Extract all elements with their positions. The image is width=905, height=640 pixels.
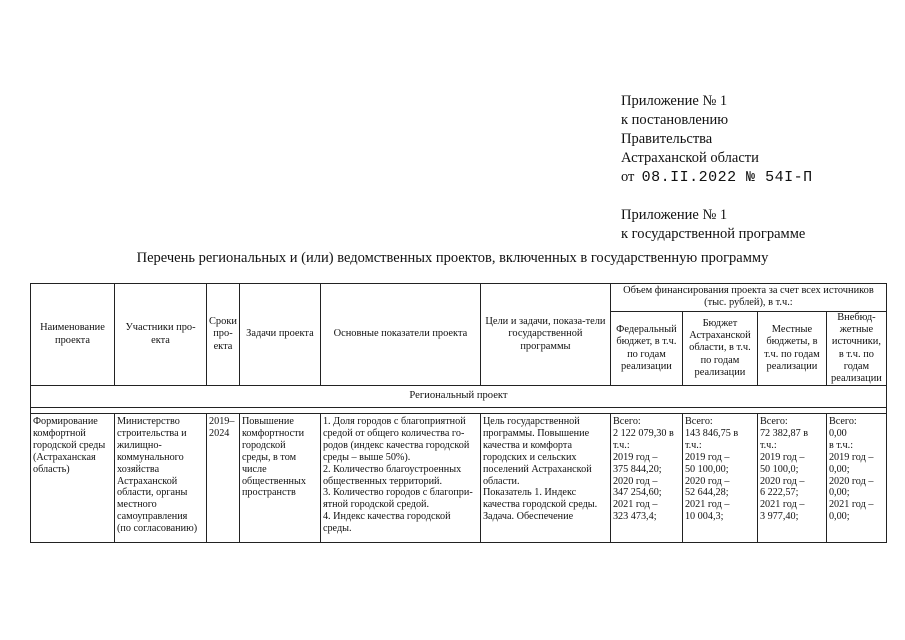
header-indicators: Основные показатели проекта: [320, 284, 480, 386]
cell-line: 2021 год –: [828, 499, 874, 511]
header-financing: Объем финансирования проекта за счет всех источников (тыс. рублей), в т.ч.:: [610, 284, 886, 312]
cell-line: поселений Астраханской: [482, 463, 592, 475]
cell-line: 1. Доля городов с благоприятной: [322, 416, 466, 427]
cell-line: 3 977,40;: [759, 511, 799, 523]
cell-line: Всего:: [759, 416, 788, 427]
cell-local: [757, 414, 826, 543]
cell-terms: [207, 414, 240, 543]
table-row: [31, 414, 887, 543]
cell-line: 0,00;: [828, 511, 850, 523]
approval-header: [621, 92, 813, 244]
cell-line: (Астраханская: [33, 451, 96, 463]
cell-line: ятной городской средой.: [322, 499, 430, 511]
cell-line: средой от общего количества го-: [322, 427, 465, 439]
cell-tasks: [239, 414, 320, 543]
cell-line: 2020 год –: [684, 475, 730, 487]
header-line: к государственной программе: [621, 226, 806, 242]
cell-line: Формирование: [33, 416, 98, 427]
header-participants: Участники про-екта: [115, 284, 207, 386]
cell-line: 10 004,3;: [684, 511, 724, 523]
order-prefix: от: [621, 169, 635, 185]
cell-line: Цель государственной: [482, 416, 580, 427]
header-regional: Бюджет Астраханской области, в т.ч. по годам реализации: [682, 312, 757, 386]
cell-line: 2019 год –: [684, 451, 730, 463]
cell-federal: [610, 414, 682, 543]
cell-line: Всего:: [828, 416, 857, 427]
cell-indicators: [320, 414, 480, 543]
order-number: 08.II.2022 № 54I-П: [641, 169, 813, 186]
cell-line: Всего:: [612, 416, 641, 427]
header-goals: Цели и задачи, показа-тели государственной программы: [480, 284, 610, 386]
cell-line: городских и сельских: [482, 451, 577, 463]
cell-regional: [682, 414, 757, 543]
cell-line: 6 222,57;: [759, 487, 799, 499]
cell-line: Повышение: [241, 416, 294, 427]
cell-line: 2021 год –: [759, 499, 805, 511]
cell-line: числе: [241, 463, 267, 475]
cell-line: комфортности: [241, 427, 305, 439]
cell-line: 2021 год –: [684, 499, 730, 511]
cell-line: 2 122 079,30 в: [612, 427, 674, 439]
cell-line: Министерство: [117, 416, 180, 427]
header-federal: Федеральный бюджет, в т.ч. по годам реализации: [610, 312, 682, 386]
cell-line: городской: [241, 439, 286, 451]
cell-line: комфортной: [33, 427, 86, 439]
cell-line: родов (индекс качества городской: [322, 439, 470, 451]
cell-line: 2021 год –: [612, 499, 658, 511]
header-line: Правительства: [621, 131, 713, 147]
cell-line: 0,00;: [828, 463, 850, 475]
cell-line: Задача. Обеспечение: [482, 511, 574, 523]
cell-line: программы. Повышение: [482, 427, 590, 439]
cell-line: 2019–: [209, 416, 235, 427]
cell-offbudget: [826, 414, 886, 543]
cell-line: 375 844,20;: [612, 463, 662, 475]
cell-line: т.ч.:: [684, 439, 702, 451]
cell-line: Показатель 1. Индекс: [482, 487, 577, 499]
cell-line: 2019 год –: [612, 451, 658, 463]
cell-participants: [115, 414, 207, 543]
cell-line: 2. Количество благоустроенных: [322, 463, 462, 475]
cell-line: 2019 год –: [759, 451, 805, 463]
header-name: Наименование проекта: [31, 284, 115, 386]
cell-line: 2020 год –: [612, 475, 658, 487]
header-tasks: Задачи проекта: [239, 284, 320, 386]
header-line: Астраханской области: [621, 150, 759, 166]
cell-line: качества и комфорта: [482, 439, 572, 451]
cell-line: область): [33, 463, 70, 475]
cell-line: 2020 год –: [759, 475, 805, 487]
cell-line: 3. Количество городов с благопри-: [322, 487, 473, 499]
cell-line: т.ч.:: [759, 439, 777, 451]
cell-line: 0,00;: [828, 487, 850, 499]
cell-line: т.ч.:: [612, 439, 630, 451]
cell-line: 143 846,75 в: [684, 427, 739, 439]
cell-line: 50 100,00;: [684, 463, 729, 475]
cell-line: в т.ч.:: [828, 439, 854, 451]
header-line: Приложение № 1: [621, 93, 728, 109]
cell-line: области.: [482, 475, 520, 487]
cell-line: местного: [117, 499, 157, 511]
cell-line: 2020 год –: [828, 475, 874, 487]
projects-table: [30, 283, 887, 543]
cell-line: 4. Индекс качества городской: [322, 511, 451, 523]
cell-line: жилищно-: [117, 439, 162, 451]
cell-line: общественных территорий.: [322, 475, 443, 487]
cell-line: среды.: [322, 523, 352, 535]
header-line: к постановлению: [621, 112, 729, 128]
cell-line: 0,00: [828, 427, 847, 439]
cell-line: качества городской среды.: [482, 499, 598, 511]
cell-line: общественных: [241, 475, 306, 487]
cell-line: строительства и: [117, 427, 187, 439]
cell-line: Всего:: [684, 416, 713, 427]
header-offbudget: Внебюд-жетные источники, в т.ч. по годам реализации: [826, 312, 886, 386]
cell-line: Астраханской: [117, 475, 178, 487]
cell-line: 50 100,0;: [759, 463, 799, 475]
header-local: Местные бюджеты, в т.ч. по годам реализации: [757, 312, 826, 386]
cell-line: пространств: [241, 487, 296, 499]
document-title: Перечень региональных и (или) ведомственных проектов, включенных в государственную программу: [136, 250, 769, 266]
header-line: Приложение № 1: [621, 207, 728, 223]
section-label: Региональный проект: [31, 386, 887, 408]
cell-line: 52 644,28;: [684, 487, 729, 499]
cell-name: [31, 414, 115, 543]
cell-line: 72 382,87 в: [759, 427, 809, 439]
header-terms: Сроки про-екта: [207, 284, 240, 386]
cell-goals: [480, 414, 610, 543]
cell-line: городской среды: [33, 439, 106, 451]
cell-line: области, органы: [117, 487, 188, 499]
cell-line: хозяйства: [117, 463, 160, 475]
cell-line: 323 473,4;: [612, 511, 657, 523]
cell-line: 2019 год –: [828, 451, 874, 463]
cell-line: 347 254,60;: [612, 487, 662, 499]
cell-line: коммунального: [117, 451, 184, 463]
order-line: [621, 168, 813, 187]
cell-line: среды – выше 50%).: [322, 451, 411, 463]
cell-line: 2024: [209, 427, 230, 439]
cell-line: самоуправления: [117, 511, 188, 523]
cell-line: среды, в том: [241, 451, 297, 463]
cell-line: (по согласованию): [117, 523, 198, 535]
